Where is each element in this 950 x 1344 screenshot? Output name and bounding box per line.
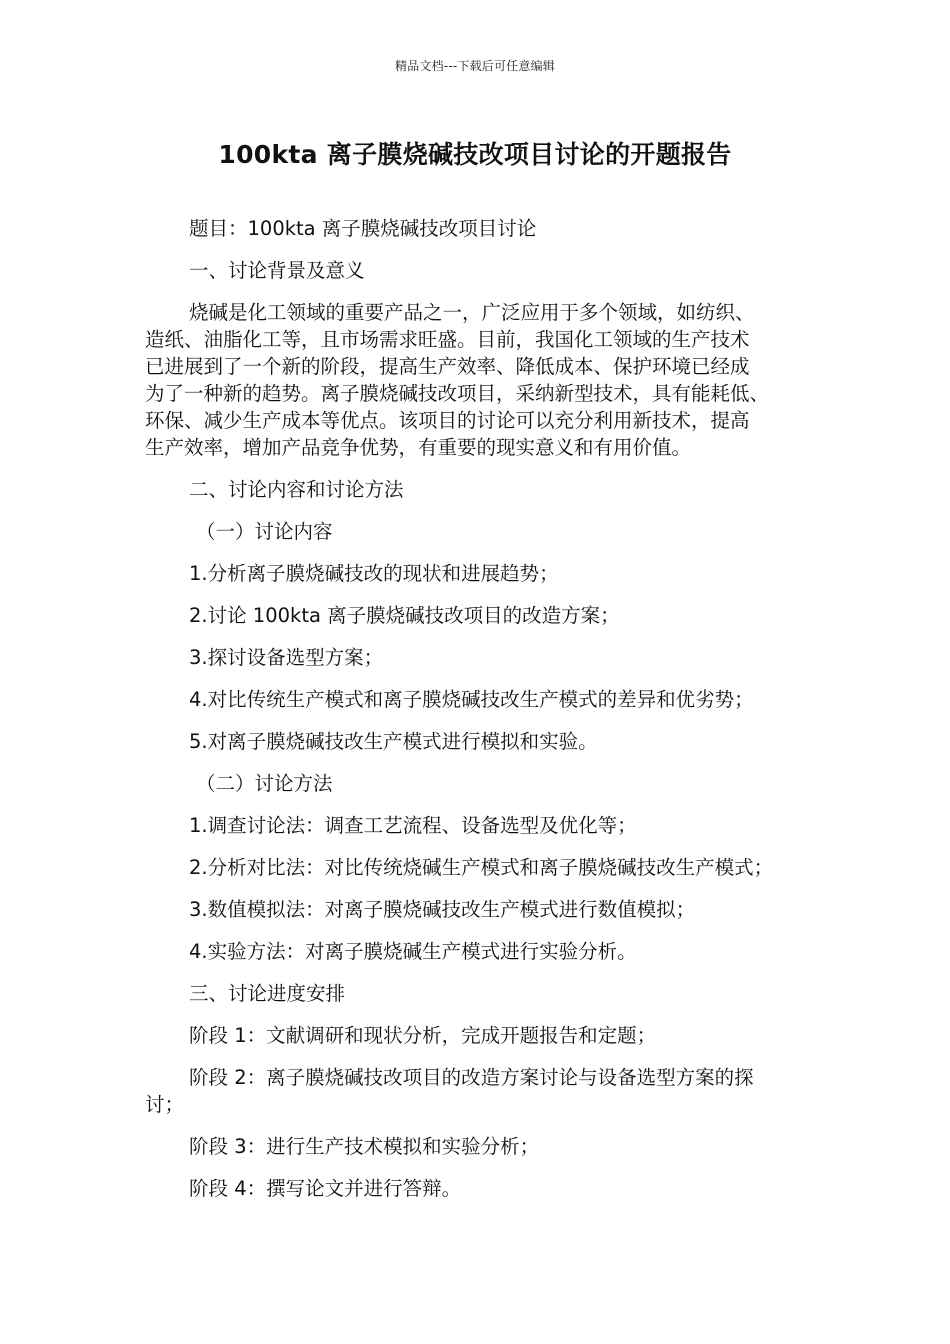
- topic-line: 题目：100kta 离子膜烧碱技改项目讨论: [189, 217, 537, 240]
- method-item: 1.调查讨论法：调查工艺流程、设备选型及优化等；: [189, 814, 637, 837]
- section1-line: 生产效率，增加产品竞争优势，有重要的现实意义和有用价值。: [145, 436, 692, 459]
- section2-heading: 二、讨论内容和讨论方法: [189, 478, 404, 501]
- method-item: 4.实验方法：对离子膜烧碱生产模式进行实验分析。: [189, 940, 637, 963]
- section1-line: 环保、减少生产成本等优点。该项目的讨论可以充分利用新技术，提高: [145, 409, 750, 432]
- stage-item: 阶段 3：进行生产技术模拟和实验分析；: [189, 1135, 540, 1158]
- stage2-line: 讨；: [145, 1093, 185, 1116]
- content-subheading: （一）讨论内容: [196, 520, 333, 543]
- section1-line: 烧碱是化工领域的重要产品之一，广泛应用于多个领域，如纺织、: [189, 301, 755, 324]
- section3-heading: 三、讨论进度安排: [189, 982, 346, 1005]
- stage-item: 阶段 1：文献调研和现状分析，完成开题报告和定题；: [189, 1024, 657, 1047]
- content-item: 1.分析离子膜烧碱技改的现状和进展趋势；: [189, 562, 559, 585]
- document-title: 100kta 离子膜烧碱技改项目讨论的开题报告: [218, 140, 732, 169]
- stage-item: 阶段 4：撰写论文并进行答辩。: [189, 1177, 462, 1200]
- section1-line: 造纸、油脂化工等，且市场需求旺盛。目前，我国化工领域的生产技术: [145, 328, 750, 351]
- section1-line: 已进展到了一个新的阶段，提高生产效率、降低成本、保护环境已经成: [145, 355, 750, 378]
- method-item: 2.分析对比法：对比传统烧碱生产模式和离子膜烧碱技改生产模式；: [189, 856, 774, 879]
- section1-line: 为了一种新的趋势。离子膜烧碱技改项目，采纳新型技术，具有能耗低、: [145, 382, 770, 405]
- content-item: 2.讨论 100kta 离子膜烧碱技改项目的改造方案；: [189, 604, 620, 627]
- header-note: 精品文档---下载后可任意编辑: [395, 59, 555, 73]
- method-item: 3.数值模拟法：对离子膜烧碱技改生产模式进行数值模拟；: [189, 898, 696, 921]
- content-item: 4.对比传统生产模式和离子膜烧碱技改生产模式的差异和优劣势；: [189, 688, 754, 711]
- method-subheading: （二）讨论方法: [196, 772, 333, 795]
- content-item: 5.对离子膜烧碱技改生产模式进行模拟和实验。: [189, 730, 598, 753]
- stage2-line: 阶段 2：离子膜烧碱技改项目的改造方案讨论与设备选型方案的探: [189, 1066, 754, 1089]
- section1-heading: 一、讨论背景及意义: [189, 259, 365, 282]
- document-body: [145, 215, 805, 1217]
- section1-paragraph: [145, 299, 805, 461]
- stage-item: [145, 1064, 805, 1118]
- content-item: 3.探讨设备选型方案；: [189, 646, 384, 669]
